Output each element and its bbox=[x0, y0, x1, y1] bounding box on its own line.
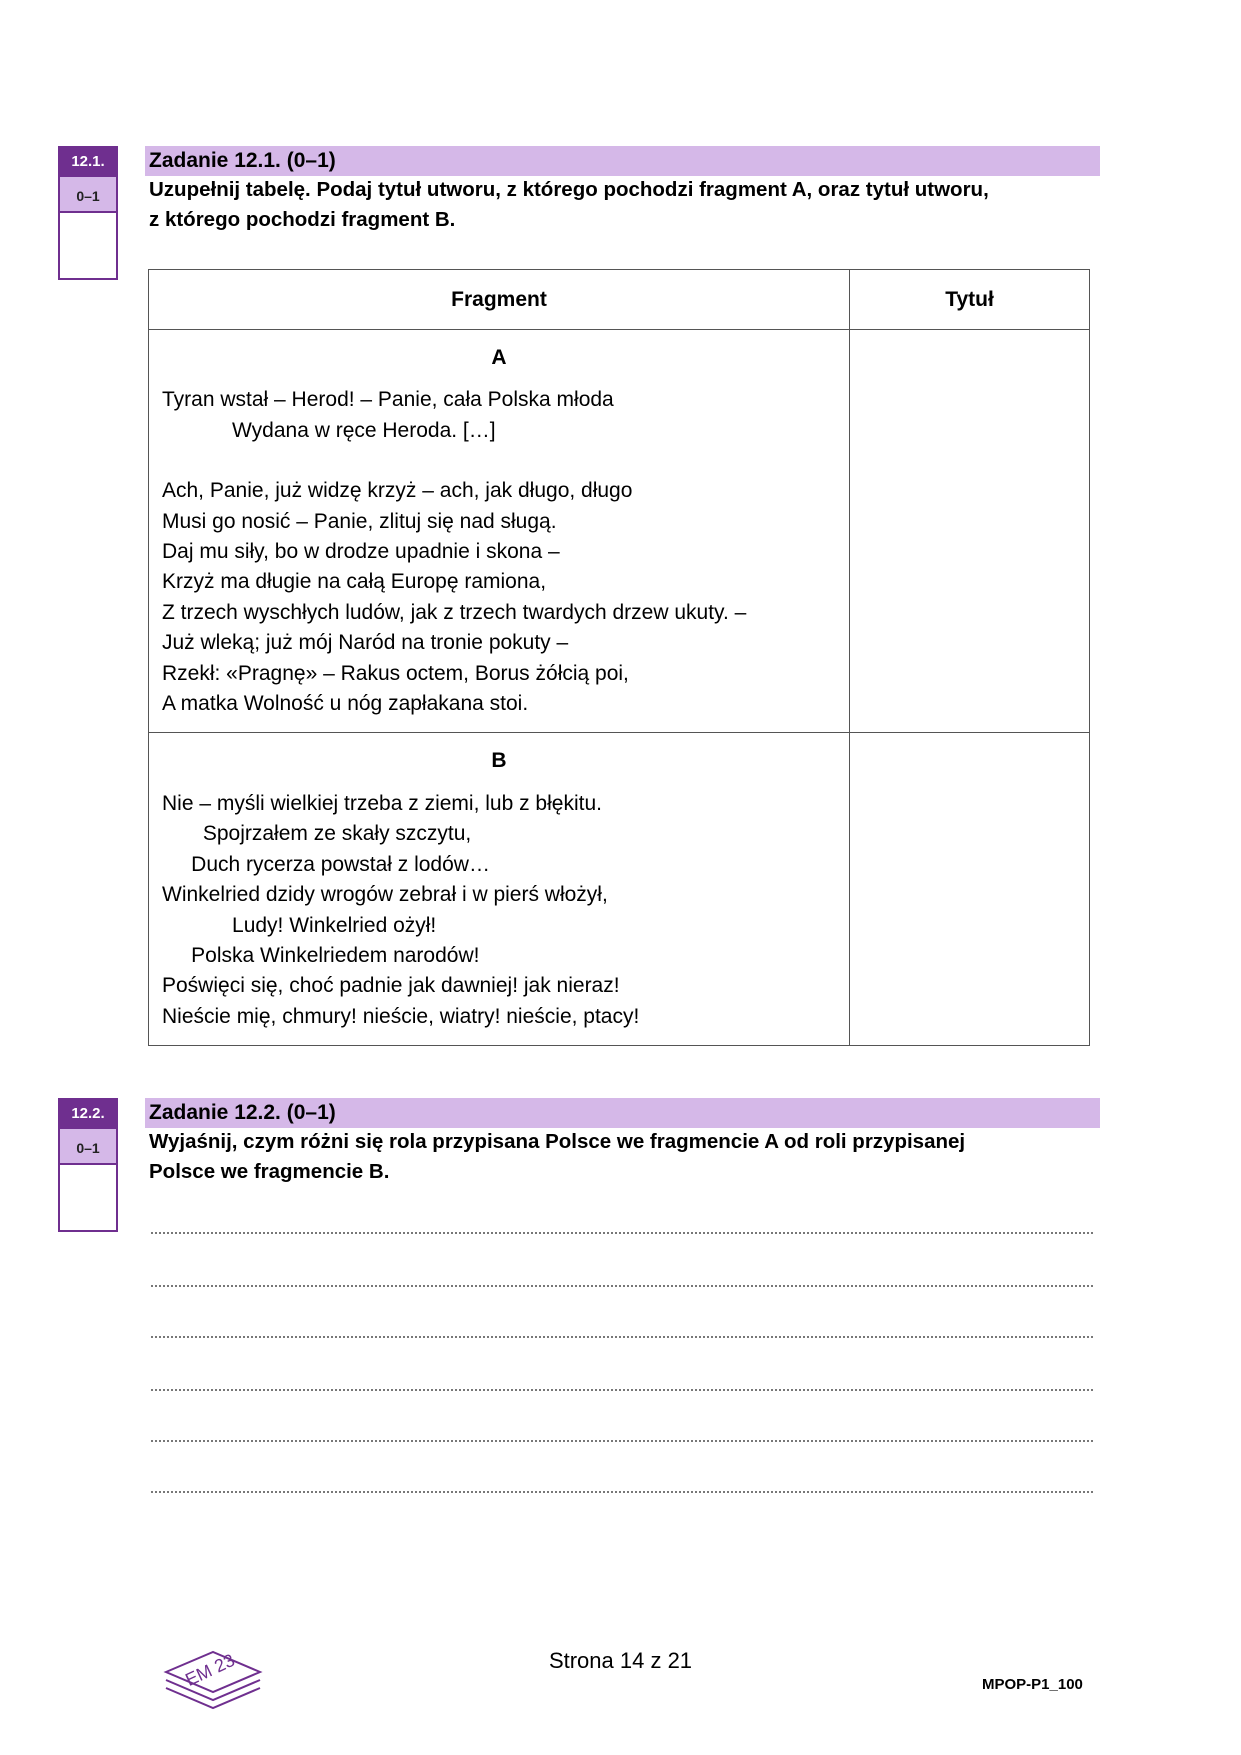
poem-line: Duch rycerza powstał z lodów… bbox=[162, 852, 490, 876]
answer-line[interactable] bbox=[150, 1389, 1093, 1391]
answer-line[interactable] bbox=[150, 1285, 1093, 1287]
poem-line bbox=[162, 446, 836, 476]
poem-line: Nie – myśli wielkiej trzeba z ziemi, lub z błękitu. bbox=[162, 791, 602, 815]
task-instruction-12-2 bbox=[149, 1127, 1109, 1187]
answer-line[interactable] bbox=[150, 1232, 1093, 1234]
poem-line: Spojrzałem ze skały szczytu, bbox=[162, 822, 472, 846]
instruction-line: Polsce we fragmencie B. bbox=[149, 1160, 390, 1183]
poem-line: Nieście mię, chmury! nieście, wiatry! nieście, ptacy! bbox=[162, 1004, 640, 1028]
fragment-a-cell bbox=[149, 330, 850, 733]
answer-line[interactable] bbox=[150, 1491, 1093, 1493]
fragment-letter: A bbox=[491, 346, 507, 369]
score-field[interactable] bbox=[60, 1165, 116, 1230]
answer-line[interactable] bbox=[150, 1440, 1093, 1442]
poem-line: Musi go nosić – Panie, zlituj się nad sługą. bbox=[162, 509, 557, 533]
poem-line: Wydana w ręce Heroda. […] bbox=[162, 418, 496, 442]
fragment-b-text bbox=[162, 789, 836, 1032]
instruction-line: Wyjaśnij, czym różni się rola przypisana Polsce we fragmencie A od roli przypisanej bbox=[149, 1130, 966, 1153]
poem-line: Ludy! Winkelried ożył! bbox=[162, 913, 437, 937]
poem-line: Krzyż ma długie na całą Europę ramiona, bbox=[162, 570, 547, 594]
poem-line: Daj mu siły, bo w drodze upadnie i skona – bbox=[162, 540, 560, 564]
score-box-12-1 bbox=[58, 146, 118, 280]
score-box-12-2 bbox=[58, 1098, 118, 1232]
fragment-letter: B bbox=[491, 749, 507, 773]
poem-line: Tyran wstał – Herod! – Panie, cała Polska młoda bbox=[162, 388, 614, 412]
poem-line: Ach, Panie, już widzę krzyż – ach, jak długo, długo bbox=[162, 479, 633, 503]
title-answer-b[interactable] bbox=[850, 733, 1090, 1046]
fragment-a-text bbox=[162, 385, 836, 719]
task-title-bold: Zadanie 12.1. (0–1) bbox=[149, 149, 336, 172]
poem-line: Poświęci się, choć padnie jak dawniej! jak nieraz! bbox=[162, 974, 620, 998]
header-title: Tytuł bbox=[850, 270, 1090, 330]
poem-line: Rzekł: «Pragnę» – Rakus octem, Borus żółcią poi, bbox=[162, 661, 629, 685]
instruction-line: z którego pochodzi fragment B. bbox=[149, 208, 456, 231]
score-field[interactable] bbox=[60, 213, 116, 278]
page-number: Strona 14 z 21 bbox=[548, 1648, 693, 1673]
instruction-line: Uzupełnij tabelę. Podaj tytuł utworu, z którego pochodzi fragment A, oraz tytuł utworu, bbox=[149, 178, 989, 201]
task-points: 0–1 bbox=[60, 1127, 116, 1165]
task-number: 12.1. bbox=[60, 148, 116, 175]
answer-line[interactable] bbox=[150, 1336, 1093, 1338]
poem-line: A matka Wolność u nóg zapłakana stoi. bbox=[162, 692, 529, 716]
task-points: 0–1 bbox=[60, 175, 116, 213]
svg-text:EM 23: EM 23 bbox=[182, 1649, 238, 1691]
poem-line: Polska Winkelriedem narodów! bbox=[162, 943, 480, 967]
poem-line: Już wleką; już mój Naród na tronie pokuty – bbox=[162, 631, 569, 655]
task-number: 12.2. bbox=[60, 1100, 116, 1127]
task-instruction-12-1 bbox=[149, 175, 1109, 235]
header-fragment: Fragment bbox=[149, 270, 850, 330]
title-answer-a[interactable] bbox=[850, 330, 1090, 733]
fragment-table bbox=[148, 269, 1090, 1046]
task-title-bold: Zadanie 12.2. (0–1) bbox=[149, 1101, 336, 1124]
exam-code: MPOP-P1_100 bbox=[982, 1676, 1083, 1693]
fragment-b-cell bbox=[149, 733, 850, 1046]
poem-line: Z trzech wyschłych ludów, jak z trzech twardych drzew ukuty. – bbox=[162, 600, 747, 624]
task-header-12-1 bbox=[145, 146, 1100, 176]
task-header-12-2 bbox=[145, 1098, 1100, 1128]
poem-line: Winkelried dzidy wrogów zebrał i w pierś włożył, bbox=[162, 883, 608, 907]
